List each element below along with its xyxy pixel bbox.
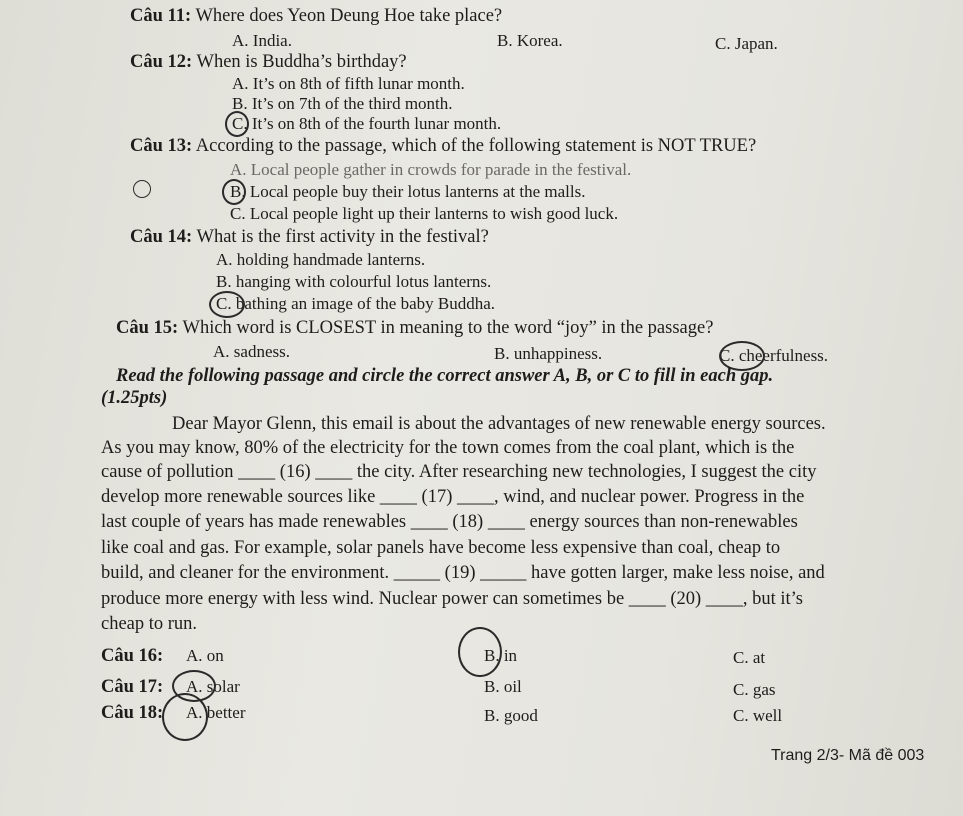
question-18-label: Câu 18: (101, 703, 164, 723)
option-18-a[interactable]: A. better (186, 703, 246, 722)
option-18-c[interactable]: C. well (733, 706, 783, 725)
question-text: When is Buddha’s birthday? (196, 52, 407, 72)
answer-circle (209, 291, 245, 318)
option-17-b[interactable]: B. oil (484, 677, 522, 696)
option-18-b[interactable]: B. good (484, 706, 538, 725)
option-11-b[interactable]: B. Korea. (497, 31, 563, 50)
passage-line: build, and cleaner for the environment. _____ (19) _____ have gotten larger, make less noise, and (101, 563, 825, 583)
answer-circle (222, 179, 246, 205)
question-text: According to the passage, which of the following statement is NOT TRUE? (195, 136, 757, 156)
passage-line: produce more energy with less wind. Nuclear power can sometimes be ____ (20) ____, but it’s (101, 589, 803, 609)
question-12 (130, 52, 407, 73)
option-15-a[interactable]: A. sadness. (213, 342, 290, 361)
option-14-a[interactable]: A. holding handmade lanterns. (216, 250, 426, 269)
passage-line: cheap to run. (101, 614, 198, 634)
question-14 (130, 227, 489, 248)
option-16-b[interactable]: B. in (484, 646, 518, 665)
option-12-b[interactable]: B. It’s on 7th of the third month. (232, 94, 453, 113)
answer-circle (225, 111, 249, 137)
margin-mark (133, 180, 151, 198)
passage-line: cause of pollution ____ (16) ____ the city. After researching new technologies, I suggest the city (101, 462, 817, 482)
question-label: Câu 14: (130, 227, 193, 247)
passage-line: Dear Mayor Glenn, this email is about the advantages of new renewable energy sources. (172, 414, 826, 434)
option-11-c[interactable]: C. Japan. (715, 34, 778, 53)
question-17-label: Câu 17: (101, 677, 164, 697)
option-16-c[interactable]: C. at (733, 648, 766, 667)
instruction-line-1: Read the following passage and circle the correct answer A, B, or C to fill in each gap. (116, 366, 774, 386)
instruction-line-2: (1.25pts) (101, 388, 168, 408)
question-text: What is the first activity in the festival? (196, 227, 489, 247)
answer-circle (458, 627, 502, 677)
question-label: Câu 11: (130, 6, 192, 26)
option-12-a[interactable]: A. It’s on 8th of fifth lunar month. (232, 74, 465, 93)
page-footer: Trang 2/3- Mã đề 003 (771, 747, 925, 764)
option-16-a[interactable]: A. on (186, 646, 224, 665)
option-12-c[interactable]: C. It’s on 8th of the fourth lunar month. (232, 114, 502, 133)
option-14-b[interactable]: B. hanging with colourful lotus lanterns. (216, 272, 492, 291)
option-17-c[interactable]: C. gas (733, 680, 776, 699)
answer-circle (162, 693, 208, 741)
passage-line: last couple of years has made renewables ____ (18) ____ energy sources than non-renewables (101, 512, 798, 532)
option-13-a[interactable]: A. Local people gather in crowds for parade in the festival. (230, 160, 632, 179)
option-11-a[interactable]: A. India. (232, 31, 292, 50)
option-13-c[interactable]: C. Local people light up their lanterns to wish good luck. (230, 204, 619, 223)
option-17-a[interactable]: A. solar (186, 677, 240, 696)
option-15-c[interactable]: C. cheerfulness. (719, 346, 829, 365)
passage-line: As you may know, 80% of the electricity for the town comes from the coal plant, which is the (101, 438, 795, 458)
question-label: Câu 15: (116, 318, 179, 338)
option-14-c[interactable]: C. bathing an image of the baby Buddha. (216, 294, 496, 313)
question-text: Which word is CLOSEST in meaning to the word “joy” in the passage? (182, 318, 714, 338)
option-15-b[interactable]: B. unhappiness. (494, 344, 603, 363)
passage-line: like coal and gas. For example, solar panels have become less expensive than coal, cheap to (101, 538, 781, 558)
question-16-label: Câu 16: (101, 646, 164, 666)
question-15 (116, 318, 713, 339)
question-label: Câu 13: (130, 136, 193, 156)
question-label: Câu 12: (130, 52, 193, 72)
question-13 (130, 136, 756, 157)
passage-line: develop more renewable sources like ____ (17) ____, wind, and nuclear power. Progress in the (101, 487, 805, 507)
question-11 (130, 6, 502, 27)
option-13-b[interactable]: B. Local people buy their lotus lanterns at the malls. (230, 182, 586, 201)
question-text: Where does Yeon Deung Hoe take place? (195, 6, 503, 26)
